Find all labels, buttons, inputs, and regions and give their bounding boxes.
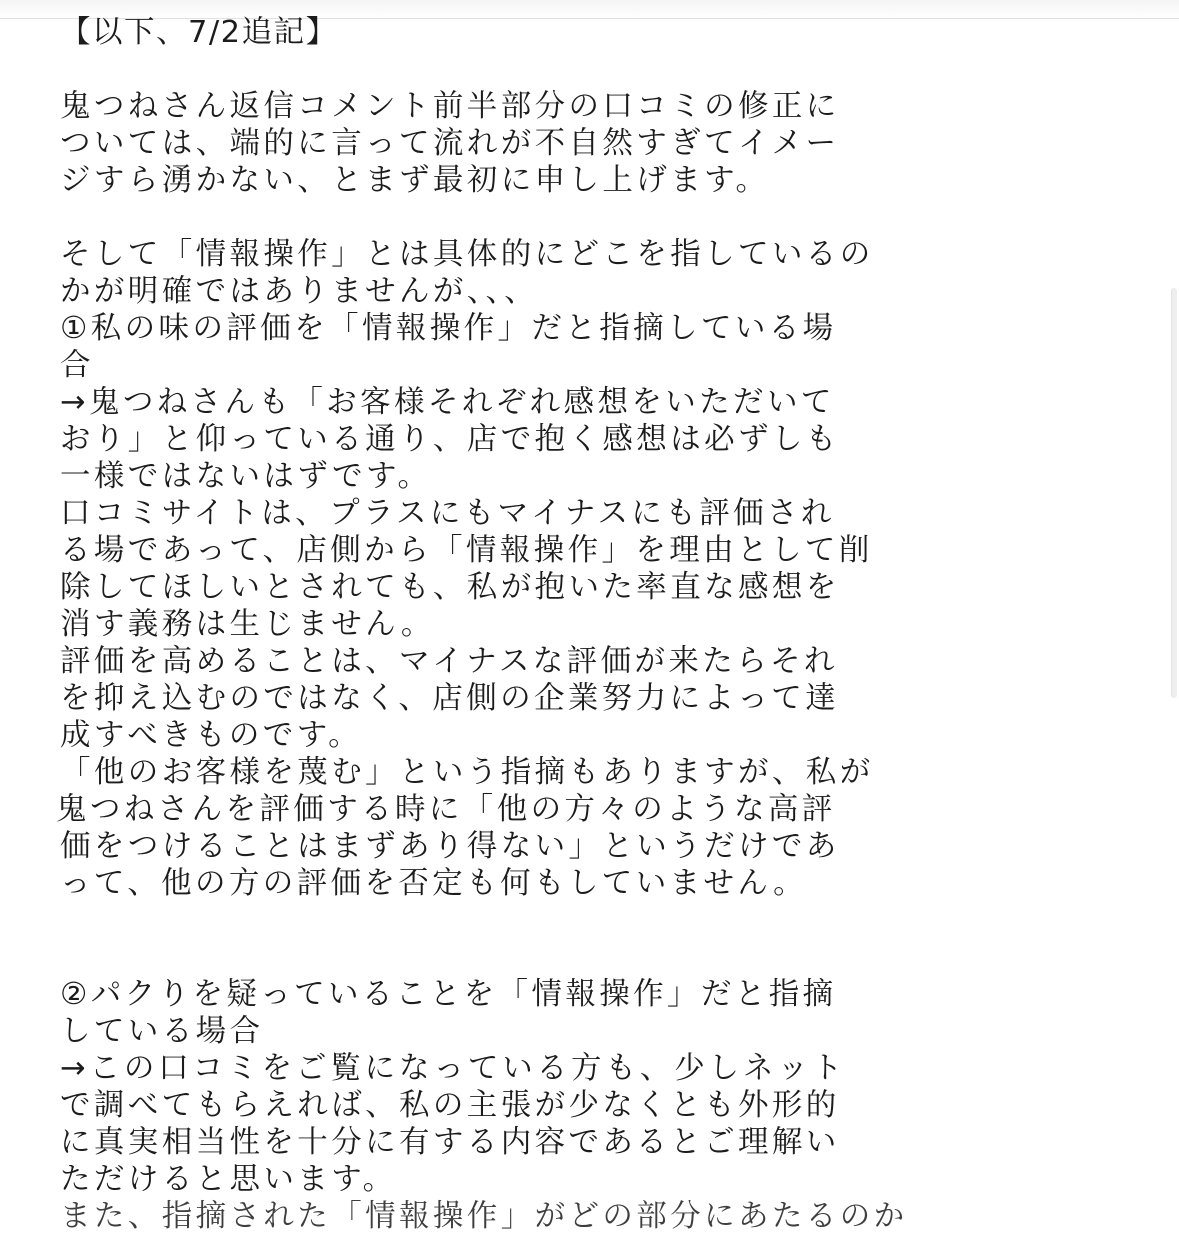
review-reply-text — [56, 14, 1130, 1234]
blank-line — [60, 51, 1130, 88]
text-line: おり」と仰っている通り、店で抱く感想は必ずしも — [60, 422, 840, 457]
text-line: →鬼つねさんも「お客様それぞれ感想をいただいて — [60, 385, 835, 420]
text-line: 鬼つねさん返信コメント前半部分の口コミの修正に — [60, 89, 840, 124]
text-line: している場合 — [60, 1014, 264, 1049]
text-line: ②パクりを疑っていることを「情報操作」だと指摘 — [60, 977, 837, 1012]
text-line: そして「情報操作」とは具体的にどこを指しているの — [60, 237, 874, 272]
text-line: 消す義務は生じません。 — [60, 607, 435, 642]
text-line: かが明確ではありませんが、、、 — [60, 274, 538, 309]
text-line-cut-off: また、指摘された「情報操作」がどの部分にあたるのか — [60, 1199, 908, 1234]
text-line: って、他の方の評価を否定も何もしていません。 — [60, 866, 808, 901]
text-line: を抑え込むのではなく、店側の企業努力によって達 — [60, 681, 840, 716]
text-line: ①私の味の評価を「情報操作」だと指摘している場 — [60, 311, 837, 346]
text-line: で調べてもらえれば、私の主張が少なくとも外形的 — [60, 1088, 840, 1123]
text-line: →この口コミをご覧になっている方も、少しネット — [60, 1051, 847, 1086]
blank-line — [60, 939, 1130, 976]
text-line: 一様ではないはずです。 — [60, 459, 432, 494]
text-line: る場であって、店側から「情報操作」を理由として削 — [60, 533, 873, 568]
text-line: 成すべきものです。 — [60, 718, 363, 753]
text-line: ついては、端的に言って流れが不自然すぎてイメー — [60, 126, 840, 161]
text-line: 鬼つねさんを評価する時に「他の方々のような高評 — [56, 792, 836, 827]
text-line: 合 — [60, 348, 94, 383]
text-line — [60, 902, 1130, 939]
addendum-header: 【以下、7/2追記】 — [60, 15, 338, 50]
scrollbar-thumb[interactable] — [1171, 288, 1177, 698]
text-line: 口コミサイトは、プラスにもマイナスにも評価され — [60, 496, 835, 531]
text-line: ただけると思います。 — [60, 1162, 397, 1197]
text-line: ジすら湧かない、とまず最初に申し上げます。 — [60, 163, 770, 198]
text-line: 価をつけることはまずあり得ない」というだけであ — [60, 829, 840, 864]
text-line: 評価を高めることは、マイナスな評価が来たらそれ — [60, 644, 838, 679]
text-line: 「他のお客様を蔑む」という指摘もありますが、私が — [60, 755, 874, 790]
text-line: 除してほしいとされても、私が抱いた率直な感想を — [60, 570, 840, 605]
text-line: に真実相当性を十分に有する内容であるとご理解い — [60, 1125, 840, 1160]
blank-line — [60, 199, 1130, 236]
